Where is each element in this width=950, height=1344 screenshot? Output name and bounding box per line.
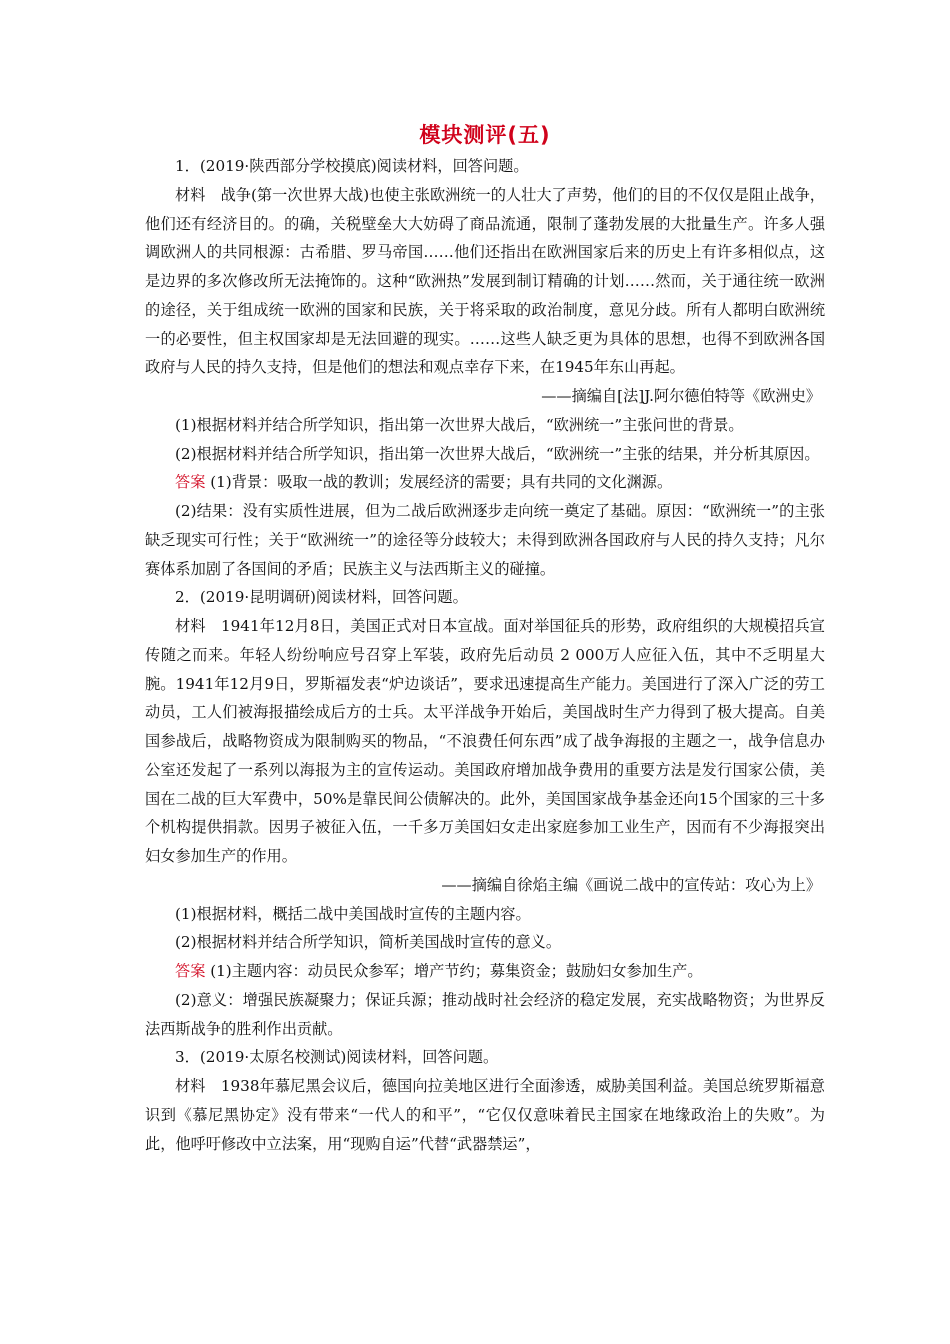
- q2-material: 材料 1941年12月8日，美国正式对日本宣战。面对举国征兵的形势，政府组织的大规模招兵宣传随之而来。年轻人纷纷响应号召穿上军装，政府先后动员 2 000万人应征入伍，其中不乏明星大腕。1941年12月9日，罗斯福发表“炉边谈话”，要求迅速提高生产能力。美国进行了深入广泛的劳工动员，工人们被海报描绘成后方的士兵。太平洋战争开始后，美国战时生产力得到了极大提高。自美国参战后，战略物资成为限制购买的物品，“不浪费任何东西”成了战争海报的主题之一，战争信息办公室还发起了一系列以海报为主的宣传运动。美国政府增加战争费用的重要方法是发行国家公债，美国在二战的巨大军费中，50%是靠民间公债解决的。此外，美国国家战争基金还向15个国家的三十多个机构提供捐款。因男子被征入伍，一千多万美国妇女走出家庭参加工业生产，因而有不少海报突出妇女参加生产的作用。: [145, 617, 825, 865]
- q1-sub2: (2)根据材料并结合所学知识，指出第一次世界大战后，“欧洲统一”主张的结果，并分析其原因。: [175, 444, 820, 463]
- page-title: 模块测评(五): [419, 123, 551, 147]
- answer-label: 答案: [175, 473, 206, 492]
- q2-answer2: (2)意义：增强民族凝聚力；保证兵源；推动战时社会经济的稳定发展，充实战略物资；为世界反法西斯战争的胜利作出贡献。: [145, 990, 825, 1038]
- answer-text: (1)背景：吸取一战的教训；发展经济的需要；具有共同的文化渊源。: [210, 473, 673, 492]
- q2-source: ——摘编自徐焰主编《画说二战中的宣传站：攻心为上》: [441, 875, 821, 894]
- q2-answer1: [145, 957, 825, 986]
- q2-stem: 2．(2019·昆明调研)阅读材料，回答问题。: [175, 588, 468, 607]
- q1-sub1: (1)根据材料并结合所学知识，指出第一次世界大战后，“欧洲统一”主张问世的背景。: [175, 415, 744, 434]
- q3-stem: 3．(2019·太原名校测试)阅读材料，回答问题。: [175, 1048, 499, 1067]
- document-page: [145, 118, 825, 1158]
- q1-source: ——摘编自[法]J.阿尔德伯特等《欧洲史》: [541, 387, 821, 405]
- q3-material: 材料 1938年慕尼黑会议后，德国向拉美地区进行全面渗透，威胁美国利益。美国总统罗斯福意识到《慕尼黑协定》没有带来“一代人的和平”，“它仅仅意味着民主国家在地缘政治上的失败”。为此，他呼吁修改中立法案，用“现购自运”代替“武器禁运”，: [145, 1077, 825, 1153]
- answer-label: 答案: [175, 962, 206, 980]
- q1-material: 材料 战争(第一次世界大战)也使主张欧洲统一的人壮大了声势，他们的目的不仅仅是阻止战争，他们还有经济目的。的确，关税壁垒大大妨碍了商品流通，限制了蓬勃发展的大批量生产。许多人强调欧洲人的共同根源：古希腊、罗马帝国……他们还指出在欧洲国家后来的历史上有许多相似点，这是边界的多次修改所无法掩饰的。这种“欧洲热”发展到制订精确的计划……然而，关于通往统一欧洲的途径，关于组成统一欧洲的国家和民族，关于将采取的政治制度，意见分歧。所有人都明白欧洲统一的必要性，但主权国家却是无法回避的现实。……这些人缺乏更为具体的思想，也得不到欧洲各国政府与人民的持久支持，但是他们的想法和观点幸存下来，在1945年东山再起。: [145, 185, 825, 377]
- answer-text: (1)主题内容：动员民众参军；增产节约；募集资金；鼓励妇女参加生产。: [210, 962, 703, 980]
- q2-sub1: (1)根据材料，概括二战中美国战时宣传的主题内容。: [175, 904, 531, 923]
- q1-stem: 1．(2019·陕西部分学校摸底)阅读材料，回答问题。: [175, 157, 529, 175]
- q1-answer2: (2)结果：没有实质性进展，但为二战后欧洲逐步走向统一奠定了基础。原因：“欧洲统一”的主张缺乏现实可行性；关于“欧洲统一”的途径等分歧较大；未得到欧洲各国政府与人民的持久支持；凡尔赛体系加剧了各国间的矛盾；民族主义与法西斯主义的碰撞。: [145, 502, 825, 578]
- q2-sub2: (2)根据材料并结合所学知识，简析美国战时宣传的意义。: [175, 933, 562, 952]
- q1-answer1: [145, 468, 825, 497]
